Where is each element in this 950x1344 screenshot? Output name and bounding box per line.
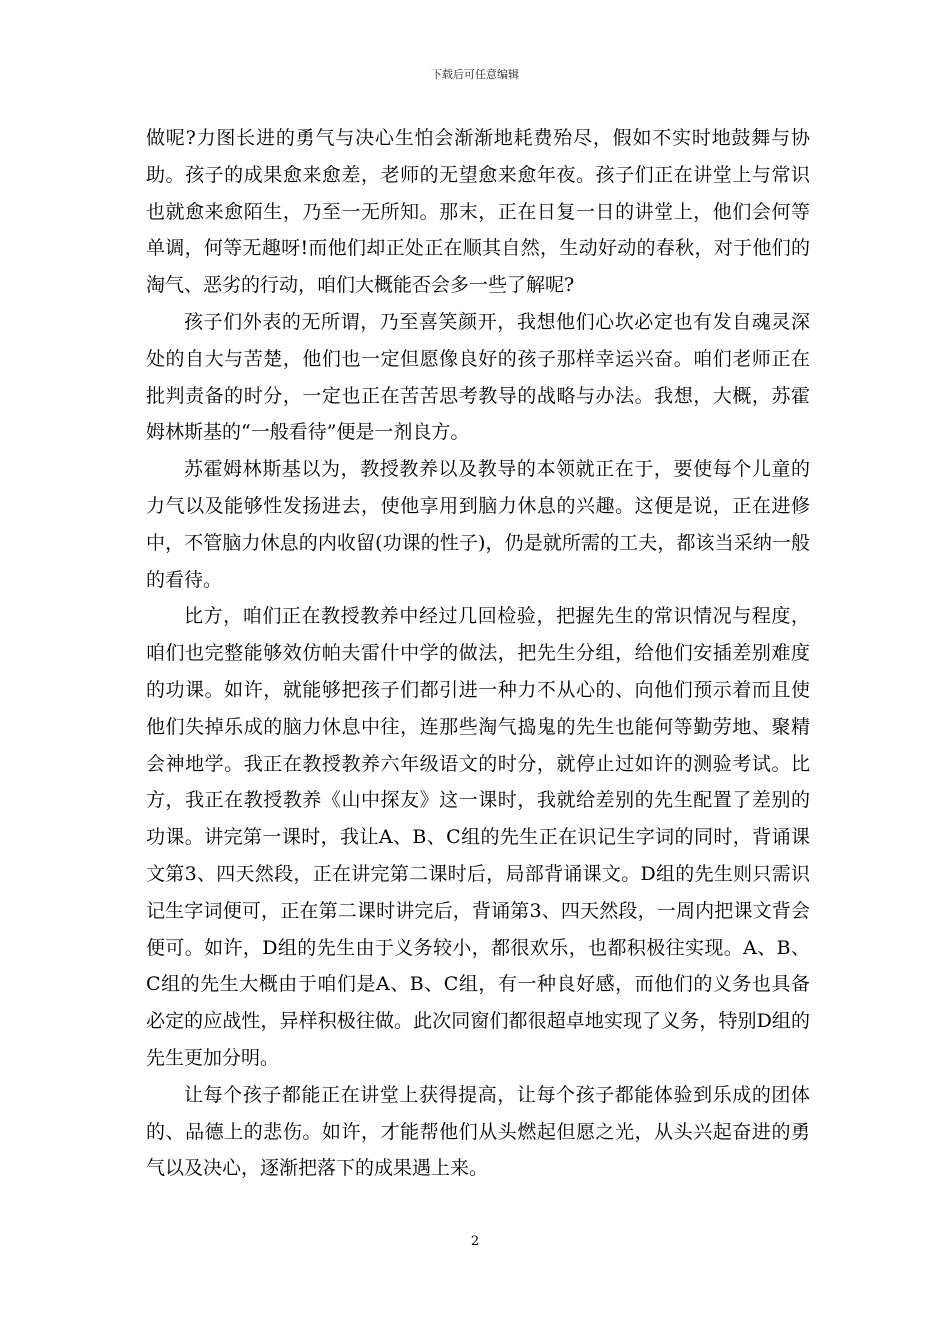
paragraph: 孩子们外表的无所谓，乃至喜笑颜开，我想他们心坎必定也有发自魂灵深处的自大与苦楚，他们也一定但愿像良好的孩子那样幸运兴奋。咱们老师正在批判责备的时分，一定也正在苦苦思考教导的战略与办法。我想，大概，苏霍姆林斯基的“一般看待”便是一剂良方。	[146, 310, 810, 444]
paragraph: 苏霍姆林斯基以为，教授教养以及教导的本领就正在于，要使每个儿童的力气以及能够性发扬进去，使他享用到脑力休息的兴趣。这便是说，正在进修中，不管脑力休息的内收留(功课的性子)，仍是就所需的工夫，都该当采纳一般的看待。	[146, 458, 810, 591]
paragraph: 让每个孩子都能正在讲堂上获得提高，让每个孩子都能体验到乐成的团体的、品德上的悲伤。如许，才能帮他们从头燃起但愿之光，从头兴起奋进的勇气以及决心，逐渐把落下的成果遇上来。	[146, 1083, 810, 1180]
page-number: 2	[470, 1234, 480, 1249]
paragraph: 比方，咱们正在教授教养中经过几回检验，把握先生的常识情况与程度，咱们也完整能够效仿帕夫雷什中学的做法，把先生分组，给他们安插差别难度的功课。如许，就能够把孩子们都引进一种力不从心的、向他们预示着而且使他们失掉乐成的脑力休息中往，连那些淘气捣鬼的先生也能何等勤劳地、聚精会神地学。我正在教授教养六年级语文的时分，就停止过如许的测验考试。比方，我正在教授教养《山中探友》这一课时，我就给差别的先生配置了差别的功课。讲完第一课时，我让A、B、C组的先生正在识记生字词的同时，背诵课文第3、四天然段，正在讲完第二课时后，局部背诵课文。D组的先生则只需识记生字词便可，正在第二课时讲完后，背诵第3、四天然段，一周内把课文背会便可。如许，D组的先生由于义务较小，都很欢乐，也都积极往实现。A、B、C组的先生大概由于咱们是A、B、C组，有一种良好感，而他们的义务也具备必定的应战性，异样积极往做。此次同窗们都很超卓地实现了义务，特别D组的先生更加分明。	[146, 605, 810, 1069]
paragraph-continuation: 做呢?力图长进的勇气与决心生怕会渐渐地耗费殆尽，假如不实时地鼓舞与协助。孩子的成果愈来愈差，老师的无望愈来愈年夜。孩子们正在讲堂上与常识也就愈来愈陌生，乃至一无所知。那末，正在日复一日的讲堂上，他们会何等单调，何等无趣呀!而他们却正处正在顺其自然，生动好动的春秋，对于他们的淘气、恶劣的行动，咱们大概能否会多一些了解呢?	[146, 127, 810, 297]
header-note: 下载后可任意编辑	[431, 68, 519, 81]
document-body	[146, 120, 810, 1187]
